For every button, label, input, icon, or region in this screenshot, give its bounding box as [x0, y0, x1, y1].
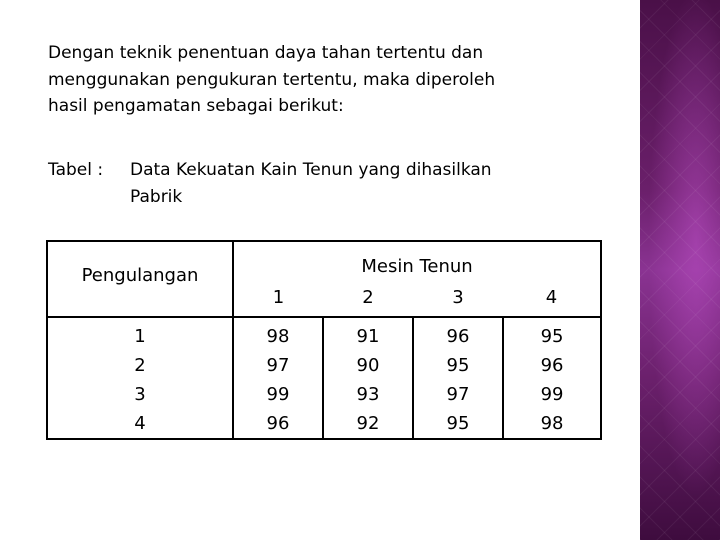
- table-header-row: [47, 241, 601, 279]
- row-header-cell: [47, 241, 233, 317]
- caption-label: Tabel :: [48, 160, 104, 180]
- value-m1-r4: 96: [266, 413, 290, 434]
- value-m2-r4: 92: [356, 413, 380, 434]
- value-m3-r1: 96: [446, 326, 470, 347]
- value-m2-r2: 90: [356, 355, 380, 376]
- machine-3-values: [413, 317, 503, 439]
- value-m3-r4: 95: [446, 413, 470, 434]
- data-table: [46, 240, 602, 440]
- value-m1-r1: 98: [266, 326, 290, 347]
- table-body-row: [47, 317, 601, 439]
- value-m3-r3: 97: [446, 384, 470, 405]
- row-header-label: Pengulangan: [81, 264, 199, 286]
- machine-4-values: [503, 317, 601, 439]
- group-header-label: Mesin Tenun: [361, 256, 473, 277]
- intro-line-1: Dengan teknik penentuan daya tahan tertentu dan: [48, 43, 484, 63]
- value-m1-r2: 97: [266, 355, 290, 376]
- value-m4-r3: 99: [540, 384, 564, 405]
- value-m4-r1: 95: [540, 326, 564, 347]
- value-m4-r4: 98: [540, 413, 564, 434]
- column-header-1: 1: [233, 279, 323, 317]
- group-header-cell: [233, 241, 601, 279]
- decorative-side-panel: [640, 0, 720, 540]
- value-m1-r3: 99: [266, 384, 290, 405]
- value-m3-r2: 95: [446, 355, 470, 376]
- repetition-3: 3: [134, 384, 146, 405]
- intro-line-2: menggunakan pengukuran tertentu, maka diperoleh: [48, 69, 496, 90]
- caption-line-1: Data Kekuatan Kain Tenun yang dihasilkan: [130, 160, 492, 180]
- repetition-4: 4: [134, 413, 146, 434]
- column-header-2: 2: [323, 279, 413, 317]
- value-m4-r2: 96: [540, 355, 564, 376]
- value-m2-r3: 93: [356, 384, 380, 405]
- repetition-column: [47, 317, 233, 439]
- column-header-3: 3: [413, 279, 503, 317]
- repetition-1: 1: [134, 326, 146, 347]
- machine-2-values: [323, 317, 413, 439]
- machine-1-values: [233, 317, 323, 439]
- value-m2-r1: 91: [356, 326, 380, 347]
- caption-text: [130, 157, 570, 211]
- intro-line-3: hasil pengamatan sebagai berikut:: [48, 96, 344, 116]
- repetition-2: 2: [134, 355, 146, 376]
- caption-line-2: Pabrik: [130, 187, 183, 207]
- intro-paragraph: [48, 40, 608, 120]
- column-header-4: 4: [503, 279, 601, 317]
